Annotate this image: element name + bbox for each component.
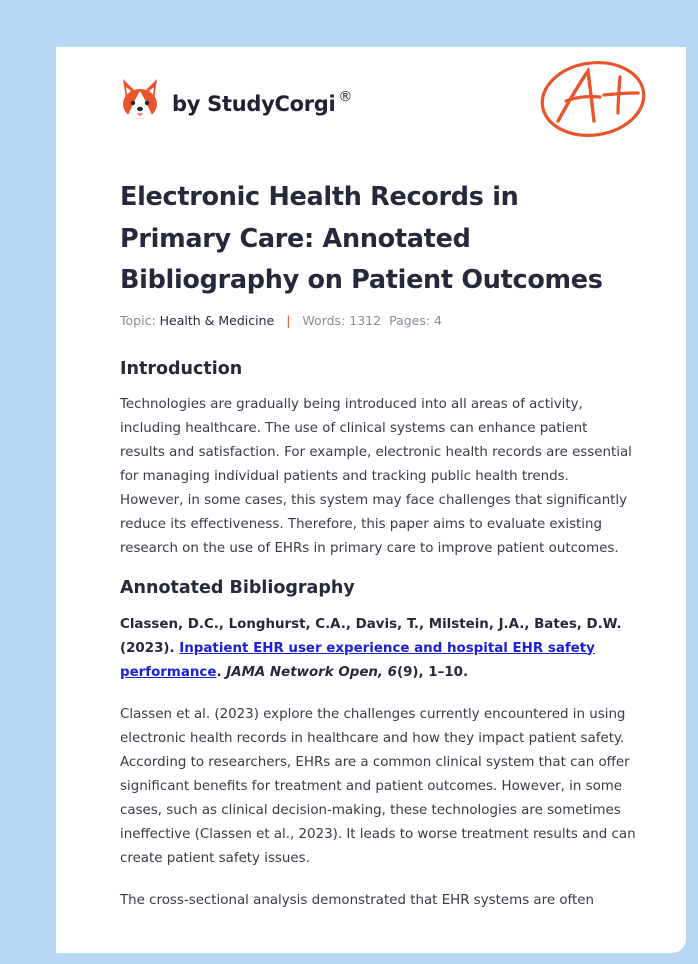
brand-name[interactable]: by StudyCorgi ® [172, 89, 353, 116]
citation-entry [120, 613, 636, 685]
document-page [56, 47, 686, 953]
citation-issue-pages: (9), 1–10. [397, 664, 469, 680]
topic-label: Topic: [120, 312, 156, 328]
words-label: Words: [302, 312, 346, 328]
corgi-logo-icon[interactable] [120, 77, 160, 123]
annotation-paragraph-1: Classen et al. (2023) explore the challenges currently encountered in using electronic health records in healthcare and how they impact patient safety. According to researchers, EHRs are a common clinical system that can offer significant benefits for treatment and patient outcomes. However, in some cases, such as clinical decision-making, these technologies are sometimes ineffective (Classen et al., 2023). It leads to worse treatment results and can create patient safety issues. [120, 706, 636, 866]
document-content [120, 177, 636, 913]
words-count: 1312 [349, 312, 382, 328]
site-header [120, 75, 352, 125]
annotated-bibliography-heading: Annotated Bibliography [120, 577, 355, 598]
introduction-paragraph: Technologies are gradually being introduced into all areas of activity, including healthcare. The use of clinical systems can enhance patient results and satisfaction. For example, electronic health records are essential for managing individual patients and tracking public health trends. However, in some cases, this system may face challenges that significantly reduce its effectiveness. Therefore, this paper aims to evaluate existing research on the use of EHRs in primary care to improve patient outcomes. [120, 396, 632, 556]
introduction-heading: Introduction [120, 358, 243, 379]
topic-link[interactable]: Health & Medicine [159, 312, 275, 328]
pages-label: Pages: [389, 312, 431, 328]
citation-journal: JAMA Network Open, 6 [226, 664, 397, 680]
document-meta [120, 312, 636, 330]
meta-separator: | [286, 312, 291, 328]
citation-link-period: . [216, 664, 222, 680]
document-title: Electronic Health Records in Primary Care: Annotated Bibliography on Patient Outcomes [120, 182, 603, 295]
pages-count: 4 [434, 312, 442, 328]
a-plus-grade-icon [538, 59, 648, 139]
citation-authors: Classen, D.C., Longhurst, C.A., Davis, T., Milstein, J.A., Bates, D.W. (2023). [120, 616, 622, 656]
annotation-paragraph-2: The cross-sectional analysis demonstrated that EHR systems are often [120, 892, 594, 908]
citation-link[interactable]: Inpatient EHR user experience and hospital EHR safety performance [120, 640, 595, 680]
registered-mark: ® [338, 89, 353, 105]
